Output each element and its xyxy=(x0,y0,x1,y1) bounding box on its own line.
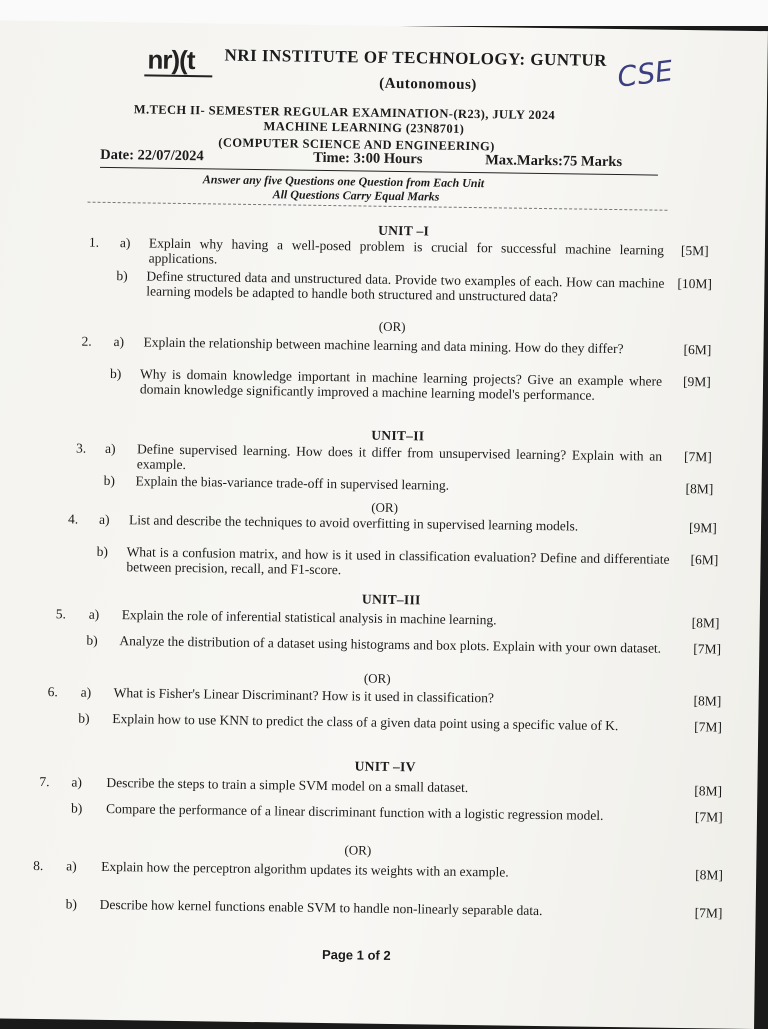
autonomous-label: (Autonomous) xyxy=(379,75,477,94)
question-marks: [7M] xyxy=(694,809,723,825)
question-number: 1. xyxy=(88,234,100,250)
question-part-label: a) xyxy=(98,511,110,527)
question-text: Explain how the perceptron algorithm updates its weights with an example. xyxy=(101,858,509,880)
question-part-label: a) xyxy=(113,334,125,350)
question-marks: [7M] xyxy=(683,449,712,465)
question-part-label: b) xyxy=(65,896,78,912)
question-text: What is Fisher's Linear Discriminant? How is it used in classification? xyxy=(113,685,495,706)
question-text: Define supervised learning. How does it differ from unsupervised learning? Explain with an example. xyxy=(136,441,663,473)
question-part-label: b) xyxy=(86,632,98,648)
handwritten-cse-note: CSE xyxy=(615,54,675,94)
question-text: What is a confusion matrix, and how is it used in classification evaluation? Define and differentiate between precision, recall, and F1-score. xyxy=(126,544,670,578)
unit-heading: UNIT–III xyxy=(361,591,421,608)
question-text: Explain the relationship between machine learning and data mining. How do they differ? xyxy=(143,334,624,357)
question-part-label: b) xyxy=(70,800,83,816)
question-part-label: b) xyxy=(78,710,90,726)
exam-date: Date: 22/07/2024 xyxy=(100,146,204,165)
question-marks: [6M] xyxy=(683,341,712,358)
question-number: 6. xyxy=(47,684,58,700)
question-part-label: b) xyxy=(110,365,122,382)
question-text: Why is domain knowledge important in machine learning projects? Give an example where domain knowledge significantly improved a machine learning model's performance. xyxy=(139,366,663,403)
question-part-label: b) xyxy=(103,472,115,489)
question-marks: [7M] xyxy=(694,905,723,921)
question-marks: [8M] xyxy=(694,783,723,799)
question-part-label: a) xyxy=(104,440,116,457)
question-number: 4. xyxy=(67,511,79,527)
question-text: Explain the bias-variance trade-off in supervised learning. xyxy=(135,473,450,493)
page-footer: Page 1 of 2 xyxy=(321,947,391,963)
question-number: 5. xyxy=(55,606,66,622)
question-part-label: a) xyxy=(119,235,131,251)
question-text: Compare the performance of a linear discriminant function with a logistic regression model. xyxy=(105,800,604,823)
or-separator: (OR) xyxy=(344,842,372,858)
or-separator: (OR) xyxy=(363,670,391,686)
or-separator: (OR) xyxy=(371,499,399,516)
course-title: MACHINE LEARNING (23N8701) xyxy=(263,119,465,136)
question-part-label: a) xyxy=(80,684,92,700)
question-number: 2. xyxy=(81,333,92,349)
question-part-label: a) xyxy=(66,858,77,874)
question-text: Describe how kernel functions enable SVM to handle non-linearly separable data. xyxy=(99,896,543,919)
question-marks: [8M] xyxy=(691,615,720,631)
question-text: Explain the role of inferential statistical analysis in machine learning. xyxy=(121,607,497,628)
logo-underline xyxy=(144,74,212,77)
question-marks: [8M] xyxy=(693,693,722,709)
question-part-label: a) xyxy=(88,606,100,622)
question-marks: [8M] xyxy=(695,867,724,883)
exam-paper-sheet xyxy=(0,20,768,1029)
institute-logo: nr)(t xyxy=(147,44,195,76)
question-part-label: b) xyxy=(116,268,128,284)
institute-name: NRI INSTITUTE OF TECHNOLOGY: GUNTUR xyxy=(224,45,608,70)
question-marks: [9M] xyxy=(682,373,711,390)
question-text: Analyze the distribution of a dataset using histograms and box plots. Explain with your own dataset. xyxy=(119,633,662,656)
question-number: 8. xyxy=(33,857,44,874)
question-number: 7. xyxy=(39,774,50,790)
exam-title: M.TECH II- SEMESTER REGULAR EXAMINATION-(R23), JULY 2024 xyxy=(133,102,556,123)
max-marks: Max.Marks:75 Marks xyxy=(485,152,623,171)
question-part-label: a) xyxy=(71,774,83,790)
question-text: Define structured data and unstructured data. Provide two examples of each. How can machine learning models be adapted to handle both structured and unstructured data? xyxy=(146,268,665,305)
question-number: 3. xyxy=(75,440,87,456)
question-part-label: b) xyxy=(96,543,108,559)
question-marks: [7M] xyxy=(693,641,722,657)
instruction-2: All Questions Carry Equal Marks xyxy=(272,187,440,204)
question-marks: [10M] xyxy=(677,275,713,292)
unit-heading: UNIT–II xyxy=(371,427,425,444)
question-text: Describe the steps to train a simple SVM model on a small dataset. xyxy=(106,774,469,796)
date-time-marks-line xyxy=(100,147,658,176)
question-text: Explain why having a well-posed problem is crucial for successful machine learning applications. xyxy=(148,235,664,267)
question-marks: [6M] xyxy=(690,552,719,568)
instruction-1: Answer any five Questions one Question from Each Unit xyxy=(202,172,485,191)
or-separator: (OR) xyxy=(378,318,406,335)
question-marks: [7M] xyxy=(694,719,723,735)
question-text: List and describe the techniques to avoid overfitting in supervised learning models. xyxy=(128,512,579,534)
unit-heading: UNIT –I xyxy=(378,222,430,239)
question-marks: [9M] xyxy=(688,520,717,536)
question-text: Explain how to use KNN to predict the class of a given data point using a specific value of K. xyxy=(112,711,619,734)
question-marks: [8M] xyxy=(685,481,714,497)
question-marks: [5M] xyxy=(680,242,709,259)
exam-time: Time: 3:00 Hours xyxy=(313,149,423,168)
unit-heading: UNIT –IV xyxy=(354,758,416,775)
department: (COMPUTER SCIENCE AND ENGINEERING) xyxy=(218,135,495,154)
